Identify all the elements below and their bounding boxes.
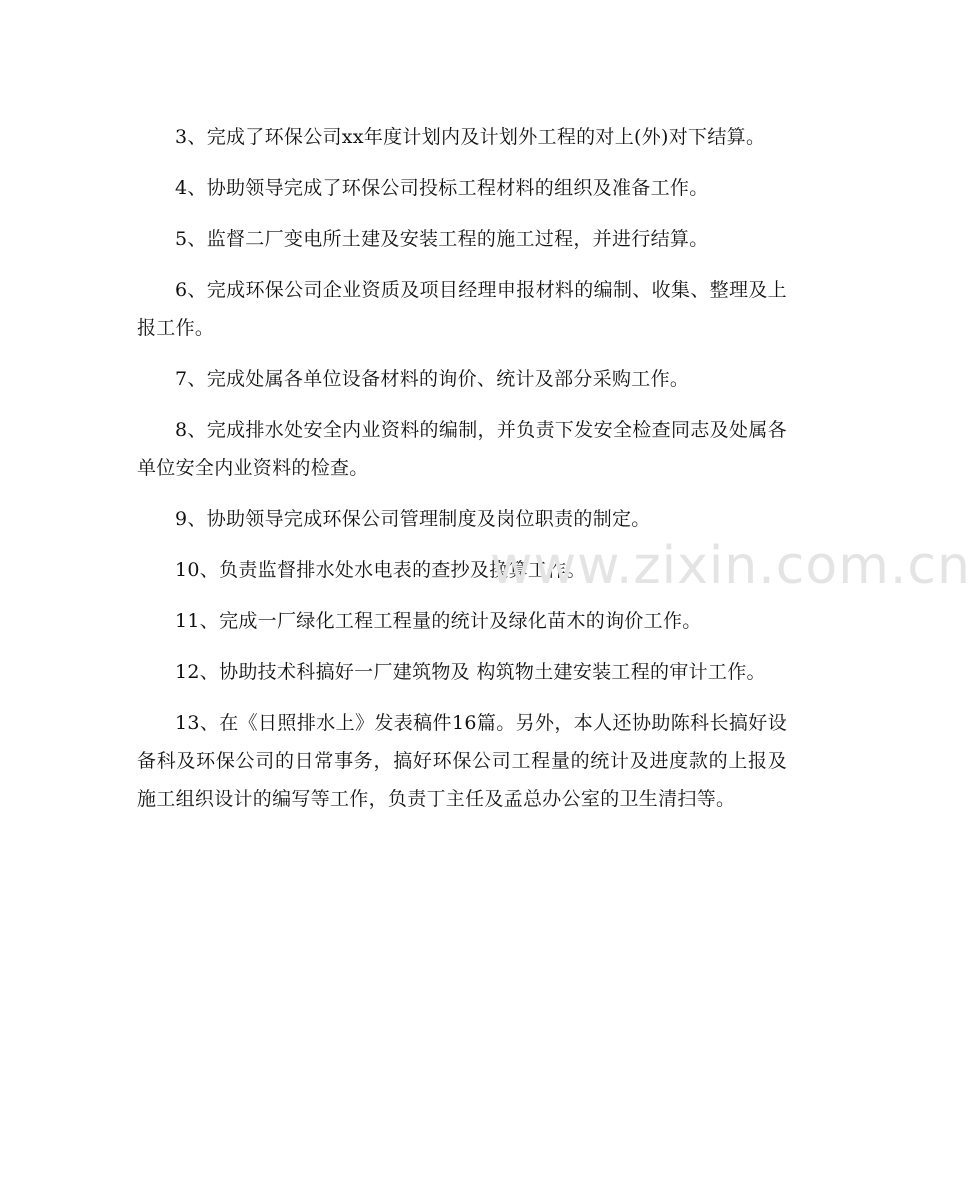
paragraph-item-3: 3、完成了环保公司xx年度计划内及计划外工程的对上(外)对下结算。 — [175, 126, 766, 148]
paragraph-item-5: 5、监督二厂变电所土建及安装工程的施工过程，并进行结算。 — [175, 228, 709, 250]
paragraph-item-6: 6、完成环保公司企业资质及项目经理申报材料的编制、收集、整理及上报工作。 — [137, 279, 787, 339]
paragraph-item-9: 9、协助领导完成环保公司管理制度及岗位职责的制定。 — [175, 508, 651, 530]
paragraph-item-12: 12、协助技术科搞好一厂建筑物及 构筑物土建安装工程的审计工作。 — [175, 661, 766, 683]
paragraph-item-8: 8、完成排水处安全内业资料的编制，并负责下发安全检查同志及处属各单位安全内业资料的检查。 — [137, 419, 787, 479]
paragraph-item-11: 11、完成一厂绿化工程工程量的统计及绿化苗木的询价工作。 — [175, 610, 702, 632]
document-body — [137, 118, 787, 831]
paragraph-item-4: 4、协助领导完成了环保公司投标工程材料的组织及准备工作。 — [175, 177, 709, 199]
paragraph-item-10: 10、负责监督排水处水电表的查抄及换算工作。 — [175, 559, 586, 581]
watermark: www.zixin.com.cn — [490, 536, 971, 596]
paragraph-item-7: 7、完成处属各单位设备材料的询价、统计及部分采购工作。 — [175, 368, 690, 390]
paragraph-item-13: 13、在《日照排水上》发表稿件16篇。另外，本人还协助陈科长搞好设备科及环保公司的日常事务，搞好环保公司工程量的统计及进度款的上报及施工组织设计的编写等工作，负责丁主任及孟总办公室的卫生清扫等。 — [137, 712, 787, 810]
